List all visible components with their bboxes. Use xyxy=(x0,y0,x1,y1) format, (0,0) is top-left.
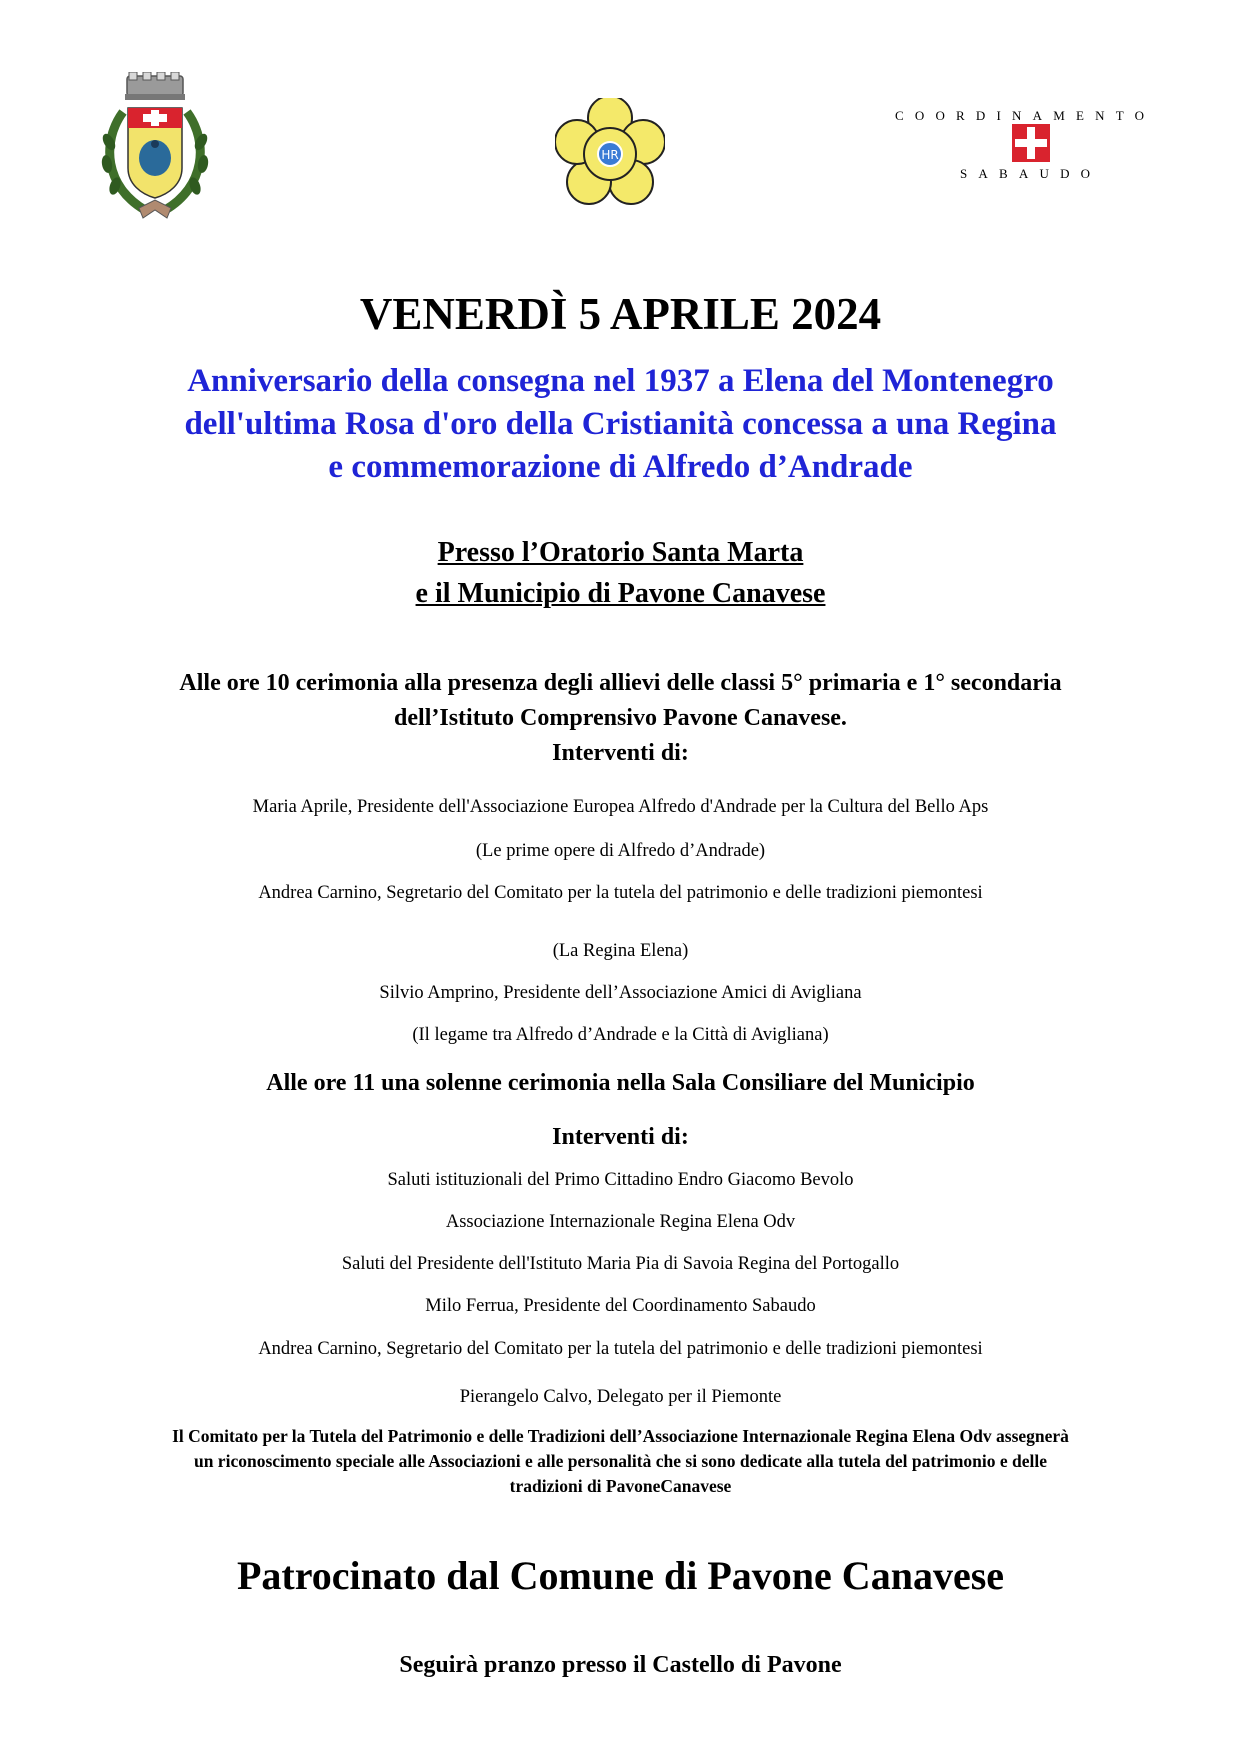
note-line: Il Comitato per la Tutela del Patrimonio e delle Tradizioni dell’Associazione Internazionale Regina Elena Odv assegnerà xyxy=(172,1426,1069,1446)
award-note xyxy=(0,1424,1241,1499)
interventi-label: Interventi di: xyxy=(552,1124,689,1150)
subtitle-line: Anniversario della consegna nel 1937 a Elena del Montenegro xyxy=(187,363,1054,399)
lunch-note: Seguirà pranzo presso il Castello di Pavone xyxy=(399,1652,842,1678)
rose-monogram: HR xyxy=(601,148,619,162)
list-item: Pierangelo Calvo, Delegato per il Piemonte xyxy=(459,1387,782,1407)
session1-intro-line: Alle ore 10 cerimonia alla presenza degli allievi delle classi 5° primaria e 1° secondaria xyxy=(179,670,1062,696)
venue-line: e il Municipio di Pavone Canavese xyxy=(415,578,826,609)
coat-of-arms-icon xyxy=(95,72,220,222)
list-item: Andrea Carnino, Segretario del Comitato per la tutela del patrimonio e delle tradizioni piemontesi xyxy=(258,883,983,903)
venue xyxy=(0,532,1241,614)
list-item: Milo Ferrua, Presidente del Coordinamento Sabaudo xyxy=(425,1296,816,1316)
list-item: (Il legame tra Alfredo d’Andrade e la Città di Avigliana) xyxy=(412,1025,829,1045)
savoy-cross-icon xyxy=(1012,124,1050,162)
subtitle-line: dell'ultima Rosa d'oro della Cristianità concessa a una Regina xyxy=(184,406,1057,442)
subtitle-line: e commemorazione di Alfredo d’Andrade xyxy=(328,449,913,485)
patronage: Patrocinato dal Comune di Pavone Canavese xyxy=(236,1553,1005,1598)
note-line: un riconoscimento speciale alle Associazioni e alle personalità che si sono dedicate alla tutela del patrimonio e delle xyxy=(193,1451,1048,1471)
list-item: Associazione Internazionale Regina Elena Odv xyxy=(445,1212,796,1232)
interventi-label: Interventi di: xyxy=(552,740,689,766)
list-item: Saluti istituzionali del Primo Cittadino Endro Giacomo Bevolo xyxy=(387,1170,854,1190)
note-line: tradizioni di PavoneCanavese xyxy=(509,1476,732,1496)
coordinamento-top-text: COORDINAMENTO xyxy=(895,108,1156,123)
golden-rose-icon xyxy=(555,98,665,208)
event-subtitle xyxy=(0,360,1241,489)
venue-line: Presso l’Oratorio Santa Marta xyxy=(437,537,804,568)
list-item: Silvio Amprino, Presidente dell’Associazione Amici di Avigliana xyxy=(379,983,862,1003)
list-item: Saluti del Presidente dell'Istituto Maria Pia di Savoia Regina del Portogallo xyxy=(341,1254,900,1274)
list-item: (La Regina Elena) xyxy=(552,941,689,961)
list-item: Andrea Carnino, Segretario del Comitato per la tutela del patrimonio e delle tradizioni piemontesi xyxy=(258,1339,983,1359)
session1-intro xyxy=(0,666,1241,771)
page-title: VENERDÌ 5 APRILE 2024 xyxy=(359,289,882,339)
session1-intro-line: dell’Istituto Comprensivo Pavone Canavese. xyxy=(394,705,847,731)
coordinamento-bottom-text: SABAUDO xyxy=(960,166,1102,181)
list-item: Maria Aprile, Presidente dell'Associazione Europea Alfredo d'Andrade per la Cultura del Bello Aps xyxy=(252,797,989,817)
list-item: (Le prime opere di Alfredo d’Andrade) xyxy=(475,841,766,861)
session2-intro: Alle ore 11 una solenne cerimonia nella Sala Consiliare del Municipio xyxy=(266,1070,975,1096)
